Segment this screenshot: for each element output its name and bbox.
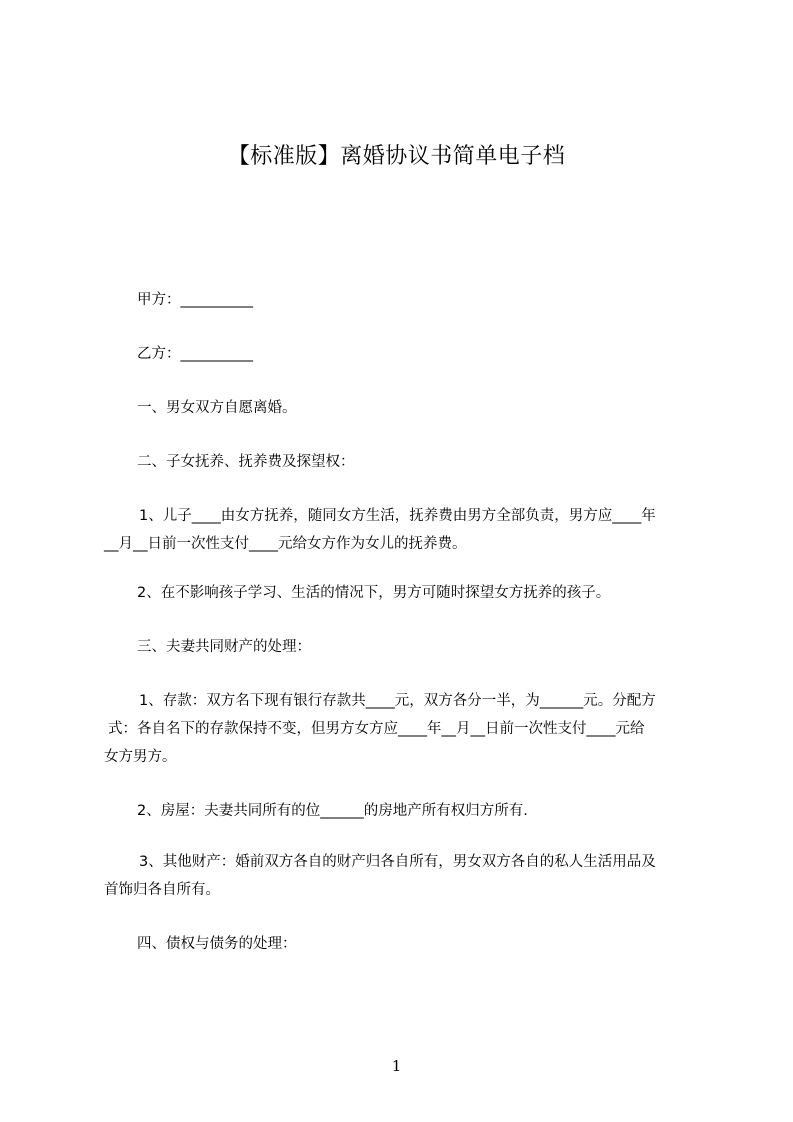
section-3-heading: 三、夫妻共同财产的处理： bbox=[137, 639, 311, 655]
section-3-item-1-line-3: 女方男方。 bbox=[104, 749, 177, 765]
document-title: 【标准版】离婚协议书简单电子档 bbox=[227, 144, 566, 169]
party-a-line: 甲方：__________ bbox=[137, 292, 253, 308]
section-2-item-2: 2、在不影响孩子学习、生活的情况下，男方可随时探望女方抚养的孩子。 bbox=[137, 585, 611, 601]
section-3-item-3-line-1: 3、其他财产：婚前双方各自的财产归各自所有，男女双方各自的私人生活用品及 bbox=[139, 854, 656, 870]
section-3-item-2: 2、房屋：夫妻共同所有的位______的房地产所有权归方所有. bbox=[137, 803, 528, 819]
section-3-item-3-line-2: 首饰归各自所有。 bbox=[104, 882, 220, 898]
section-3-item-1-line-1: 1、存款：双方名下现有银行存款共____元，双方各分一半，为______元。分配方 bbox=[139, 693, 656, 709]
section-3-item-1-line-2: 式：各自名下的存款保持不变，但男方女方应____年__月__日前一次性支付____元给 bbox=[108, 721, 645, 737]
page-number: 1 bbox=[391, 1057, 402, 1075]
section-2-item-1-line-1: 1、儿子____由女方抚养，随同女方生活，抚养费由男方全部负责，男方应____年 bbox=[139, 508, 656, 524]
section-4-heading: 四、债权与债务的处理： bbox=[137, 936, 297, 952]
section-2-item-1-line-2: __月__日前一次性支付____元给女方作为女儿的抚养费。 bbox=[104, 536, 467, 552]
section-1-heading: 一、男女双方自愿离婚。 bbox=[137, 400, 297, 416]
section-2-heading: 二、子女抚养、抚养费及探望权： bbox=[137, 454, 355, 470]
party-b-line: 乙方：__________ bbox=[137, 346, 253, 362]
